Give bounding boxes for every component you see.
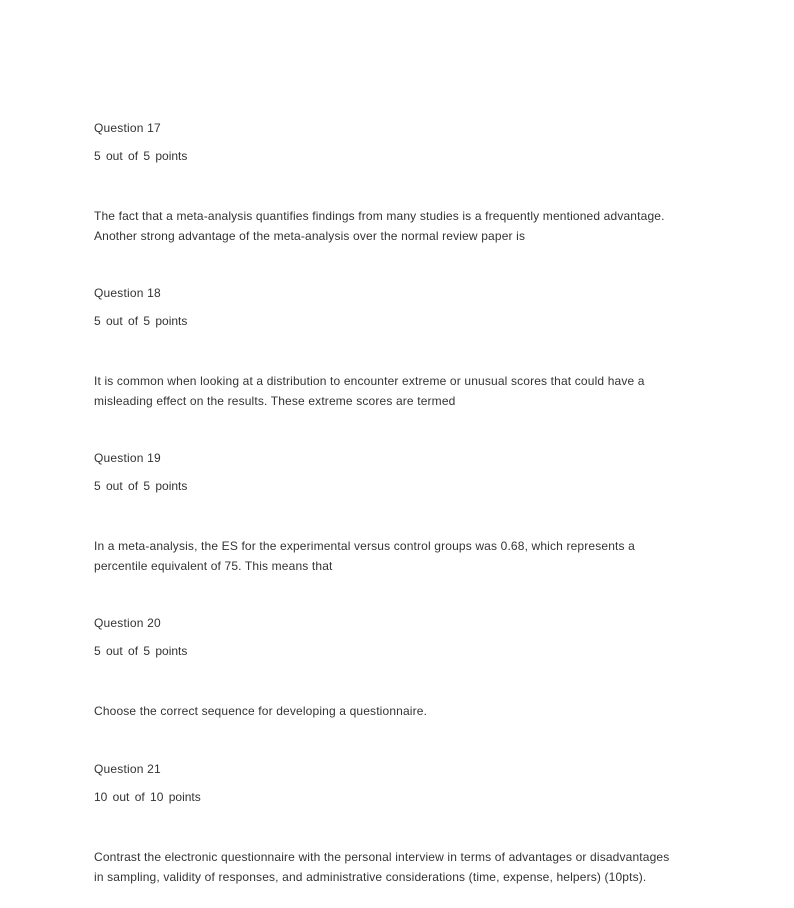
question-block xyxy=(94,120,734,246)
question-title: Question 18 xyxy=(94,286,161,300)
question-score: 5 out of 5 points xyxy=(94,149,188,163)
question-title: Question 21 xyxy=(94,762,161,776)
question-text: In a meta-analysis, the ES for the experimental versus control groups was 0.68, which represents a percentile equivalent of 75. This means that xyxy=(94,539,635,573)
question-text: It is common when looking at a distribution to encounter extreme or unusual scores that could have a misleading effect on the results. These extreme scores are termed xyxy=(94,374,645,408)
question-score: 5 out of 5 points xyxy=(94,314,188,328)
question-block xyxy=(94,761,734,887)
question-block xyxy=(94,450,734,576)
question-score: 5 out of 5 points xyxy=(94,644,188,658)
question-title: Question 17 xyxy=(94,121,161,135)
question-title: Question 20 xyxy=(94,616,161,630)
question-score: 5 out of 5 points xyxy=(94,479,188,493)
question-text: The fact that a meta-analysis quantifies findings from many studies is a frequently mentioned advantage. Another strong advantage of the meta-analysis over the normal review paper is xyxy=(94,209,665,243)
question-title: Question 19 xyxy=(94,451,161,465)
question-block xyxy=(94,615,734,721)
question-text: Choose the correct sequence for developing a questionnaire. xyxy=(94,704,428,718)
question-text: Contrast the electronic questionnaire with the personal interview in terms of advantages or disadvantages in sampling, validity of responses, and administrative considerations (time, expense, helpers) (10pts). xyxy=(94,850,670,884)
question-block xyxy=(94,285,734,411)
question-score: 10 out of 10 points xyxy=(94,790,201,804)
